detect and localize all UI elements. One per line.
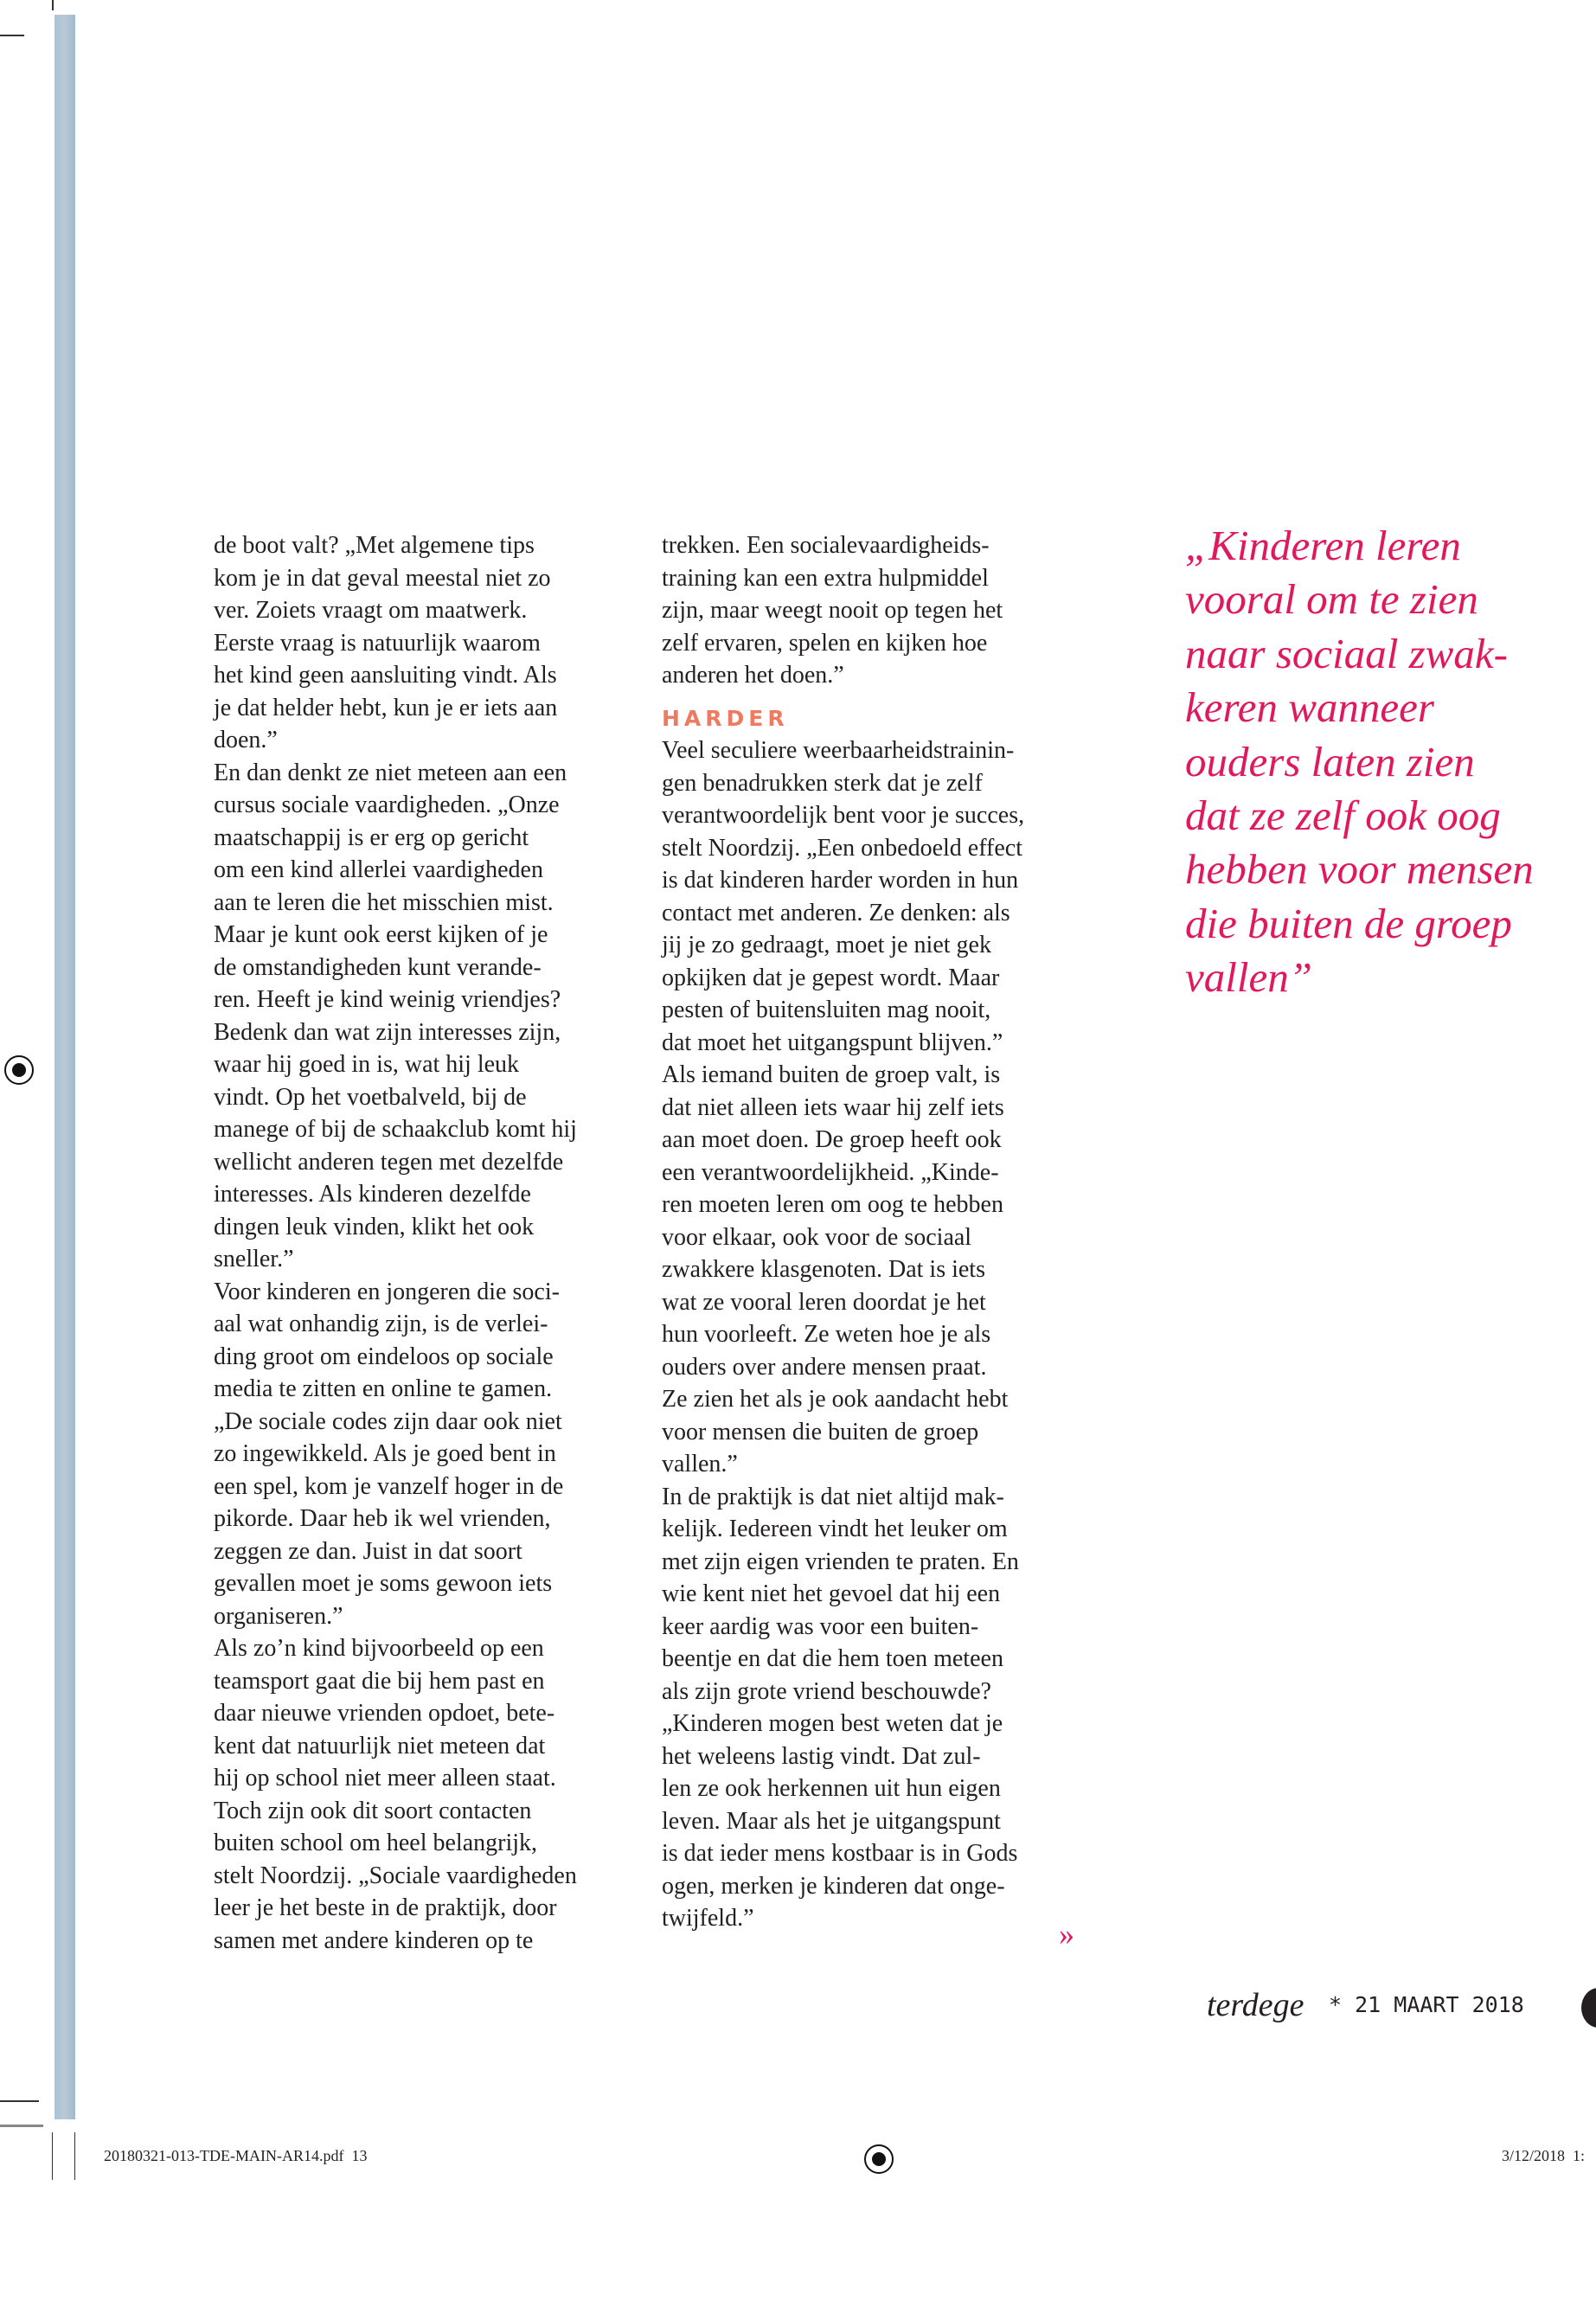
quote-line: „Kinderen leren [1185, 522, 1461, 569]
slug-date: 3/12/2018 1: [1502, 2147, 1586, 2164]
text-line: kom je in dat geval meestal niet zo [214, 564, 551, 592]
text-line: een spel, kom je vanzelf hoger in de [214, 1472, 564, 1500]
text-line: de boot valt? „Met algemene tips [214, 532, 535, 559]
text-line: twijfeld.” [662, 1905, 754, 1932]
text-line: Voor kinderen en jongeren die soci- [214, 1278, 560, 1305]
text-line: teamsport gaat die bij hem past en [214, 1667, 545, 1695]
quote-line: vooral om te zien [1185, 575, 1478, 624]
text-line: is dat ieder mens kostbaar is in Gods [662, 1840, 1018, 1867]
slug-filename: 20180321-013-TDE-MAIN-AR14.pdf 13 [104, 2147, 368, 2164]
crop-mark [0, 2100, 39, 2102]
page-edge-bar [54, 15, 75, 2119]
continue-arrow-icon: » [1059, 1917, 1074, 1952]
text-line: wie kent niet het gevoel dat hij een [662, 1580, 1001, 1607]
quote-line: naar sociaal zwak- [1185, 629, 1508, 677]
text-line: hij op school niet meer alleen staat. [214, 1765, 556, 1791]
text-line: Eerste vraag is natuurlijk waarom [214, 629, 541, 657]
text-line: „De sociale codes zijn daar ook niet [214, 1407, 562, 1435]
text-line: organiseren.” [214, 1602, 343, 1630]
text-line: cursus sociale vaardigheden. „Onze [214, 792, 560, 818]
text-line: Veel seculiere weerbaarheidstrainin- [662, 737, 1015, 764]
registration-mark-icon [4, 1055, 34, 1085]
text-line: interesses. Als kinderen dezelfde [214, 1181, 531, 1208]
text-line: maatschappij is er erg op gericht [214, 824, 529, 851]
text-line: En dan denkt ze niet meteen aan een [214, 759, 567, 786]
text-line: ding groot om eindeloos op sociale [214, 1343, 554, 1370]
text-line: voor elkaar, ook voor de sociaal [662, 1223, 972, 1251]
issue-date [1329, 1992, 1524, 2017]
text-line: samen met andere kinderen op te [214, 1926, 534, 1954]
crop-mark [0, 35, 24, 36]
text-line: dingen leuk vinden, klikt het ook [214, 1213, 535, 1240]
text-line: wellicht anderen tegen met dezelfde [214, 1148, 564, 1176]
text-line: aan te leren die het misschien mist. [214, 888, 554, 916]
text-line: zijn, maar weegt nooit op tegen het [662, 597, 1003, 624]
date-text: 21 MAART 2018 [1355, 1992, 1524, 2017]
text-line: len ze ook herkennen uit hun eigen [662, 1775, 1001, 1802]
separator: * [1329, 1992, 1343, 2017]
text-line: daar nieuwe vrienden opdoet, bete- [214, 1700, 555, 1727]
text-line: pikorde. Daar heb ik wel vrienden, [214, 1505, 551, 1532]
text-line: „Kinderen mogen best weten dat je [662, 1710, 1003, 1737]
text-line: de omstandigheden kunt verande- [214, 953, 542, 981]
crop-mark [52, 2132, 53, 2180]
text-line: ogen, merken je kinderen dat onge- [662, 1872, 1005, 1900]
text-line: ren moeten leren om oog te hebben [662, 1191, 1003, 1218]
text-line: Als zo’n kind bijvoorbeeld op een [214, 1635, 544, 1662]
article-column-2 [662, 529, 1077, 1935]
text-line: kent dat natuurlijk niet meteen dat [214, 1732, 546, 1759]
text-line: ouders over andere mensen praat. [662, 1353, 987, 1381]
text-line: aal wat onhandig zijn, is de verlei- [214, 1311, 548, 1337]
quote-line: vallen” [1185, 953, 1312, 1002]
text-line: Maar je kunt ook eerst kijken of je [214, 921, 548, 948]
text-line: je dat helder hebt, kun je er iets aan [214, 694, 558, 721]
text-line: buiten school om heel belangrijk, [214, 1830, 538, 1856]
text-line: dat niet alleen iets waar hij zelf iets [662, 1093, 1004, 1121]
text-line: verantwoordelijk bent voor je succes, [662, 802, 1025, 829]
text-line: het weleens lastig vindt. Dat zul- [662, 1742, 981, 1770]
text-line: hun voorleeft. Ze weten hoe je als [662, 1321, 991, 1348]
text-line: Bedenk dan wat zijn interesses zijn, [214, 1018, 561, 1046]
text-line: aan moet doen. De groep heeft ook [662, 1126, 1002, 1153]
text-line: jij je zo gedraagt, moet je niet gek [662, 932, 991, 958]
text-line: Als iemand buiten de groep valt, is [662, 1061, 1001, 1088]
text-line: zo ingewikkeld. Als je goed bent in [214, 1440, 556, 1467]
text-line: een verantwoordelijkheid. „Kinde- [662, 1158, 999, 1186]
text-line: contact met anderen. Ze denken: als [662, 899, 1010, 926]
text-line: Ze zien het als je ook aandacht hebt [662, 1386, 1009, 1413]
text-line: leven. Maar als het je uitgangspunt [662, 1807, 1001, 1835]
text-line: trekken. Een socialevaardigheids- [662, 532, 990, 559]
text-line: beentje en dat die hem toen meteen [662, 1645, 1003, 1672]
article-column-1 [214, 529, 629, 1957]
text-line: stelt Noordzij. „Een onbedoeld effect [662, 834, 1022, 862]
page-number-badge [1581, 1988, 1596, 2028]
text-line: waar hij goed in is, wat hij leuk [214, 1051, 520, 1078]
text-line: training kan een extra hulpmiddel [662, 564, 989, 592]
magazine-logo: terdege [1207, 1987, 1304, 2023]
crop-mark [52, 0, 54, 10]
text-line: zeggen ze dan. Juist in dat soort [214, 1537, 522, 1565]
text-line: kelijk. Iedereen vindt het leuker om [662, 1516, 1008, 1542]
quote-line: dat ze zelf ook oog [1185, 792, 1501, 840]
text-line: manege of bij de schaakclub komt hij [214, 1116, 577, 1143]
text-line: als zijn grote vriend beschouwde? [662, 1677, 991, 1705]
text-line: keer aardig was voor een buiten- [662, 1612, 979, 1640]
registration-mark-icon [864, 2144, 894, 2174]
quote-line: hebben voor mensen [1185, 845, 1534, 894]
crop-mark [74, 2132, 75, 2180]
crop-mark [0, 2125, 43, 2127]
quote-line: die buiten de groep [1185, 899, 1512, 947]
text-line: het kind geen aansluiting vindt. Als [214, 662, 557, 689]
text-line: stelt Noordzij. „Sociale vaardigheden [214, 1862, 577, 1889]
text-line: ren. Heeft je kind weinig vriendjes? [214, 986, 561, 1013]
quote-line: ouders laten zien [1185, 737, 1475, 785]
text-line: voor mensen die buiten de groep [662, 1418, 979, 1445]
text-line: gevallen moet je soms gewoon iets [214, 1570, 553, 1597]
text-line: opkijken dat je gepest wordt. Maar [662, 964, 1000, 991]
text-line: leer je het beste in de praktijk, door [214, 1894, 557, 1921]
text-line: Toch zijn ook dit soort contacten [214, 1797, 532, 1824]
text-line: met zijn eigen vrienden te praten. En [662, 1548, 1019, 1575]
text-line: anderen het doen.” [662, 662, 844, 689]
text-line: gen benadrukken sterk dat je zelf [662, 769, 983, 797]
text-line: is dat kinderen harder worden in hun [662, 867, 1019, 894]
text-line: zwakkere klasgenoten. Dat is iets [662, 1256, 985, 1283]
text-line: om een kind allerlei vaardigheden [214, 856, 543, 883]
quote-line: keren wanneer [1185, 683, 1434, 732]
text-line: pesten of buitensluiten mag nooit, [662, 997, 991, 1023]
section-heading: HARDER [662, 705, 789, 731]
pull-quote [1185, 519, 1534, 1005]
text-line: vindt. Op het voetbalveld, bij de [214, 1083, 527, 1111]
text-line: doen.” [214, 727, 278, 753]
text-line: sneller.” [214, 1246, 294, 1272]
text-line: wat ze vooral leren doordat je het [662, 1288, 986, 1316]
text-line: zelf ervaren, spelen en kijken hoe [662, 629, 988, 657]
text-line: ver. Zoiets vraagt om maatwerk. [214, 597, 528, 624]
text-line: In de praktijk is dat niet altijd mak- [662, 1483, 1004, 1510]
text-line: media te zitten en online te gamen. [214, 1375, 553, 1402]
text-line: vallen.” [662, 1451, 738, 1477]
text-line: dat moet het uitgangspunt blijven.” [662, 1029, 1003, 1056]
